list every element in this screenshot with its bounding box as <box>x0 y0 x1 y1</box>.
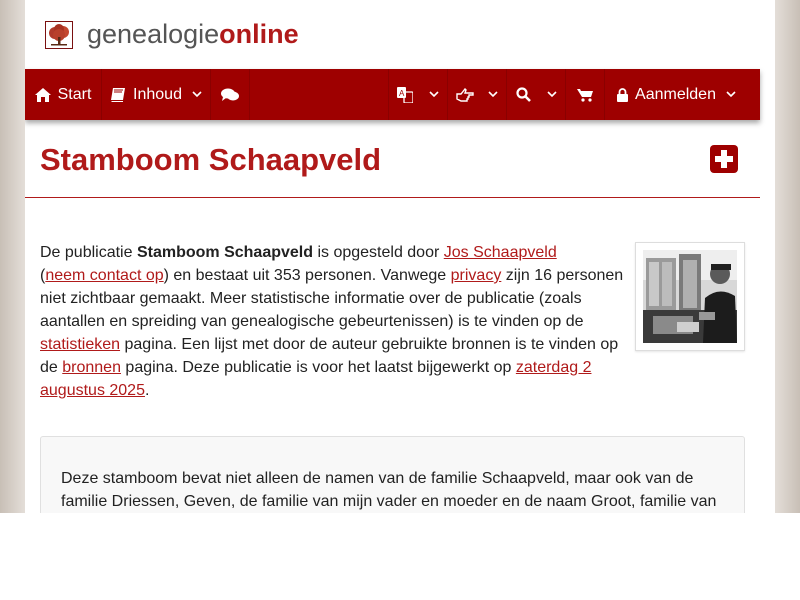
plus-square-icon[interactable] <box>710 145 738 173</box>
nav-tools[interactable] <box>448 69 507 120</box>
svg-text:A: A <box>399 88 405 98</box>
chevron-down-icon <box>488 91 498 98</box>
page-title: Stamboom Schaapveld <box>40 142 382 177</box>
nav-forum[interactable] <box>211 69 250 120</box>
site-header <box>25 0 775 69</box>
nav-language[interactable] <box>388 69 448 120</box>
nav-inhoud[interactable] <box>102 69 211 120</box>
cart-icon <box>577 88 593 102</box>
nav-start[interactable] <box>25 69 102 120</box>
author-photo[interactable] <box>635 242 745 351</box>
lock-icon <box>617 88 628 102</box>
contact-link[interactable]: neem contact op <box>45 267 164 284</box>
intro-text: ) en bestaat uit 353 personen. Vanwege <box>163 267 451 284</box>
chevron-down-icon <box>547 91 557 98</box>
chevron-down-icon <box>192 91 202 98</box>
intro-text: pagina. Een lijst met door de auteur gebruikte bronnen is te vinden op de <box>40 336 619 376</box>
nav-inhoud-label: Inhoud <box>133 85 182 103</box>
page-bottom-area <box>0 513 800 600</box>
main-navbar <box>25 69 760 120</box>
chevron-down-icon <box>429 91 439 98</box>
publication-name: Stamboom Schaapveld <box>136 244 313 261</box>
nav-start-label: Start <box>57 85 92 103</box>
nav-cart[interactable] <box>566 69 605 120</box>
intro-text: De publicatie <box>40 244 137 261</box>
title-row <box>25 120 760 198</box>
logo-text-accent: online <box>219 19 299 49</box>
intro-text: zijn 16 personen niet zichtbaar gemaakt. Meer statistische informatie over de publicatie (zoals aantallen en spreiding van genealogische gebeurtenissen) is te vinden op de <box>40 267 624 330</box>
privacy-link[interactable]: privacy <box>450 267 502 284</box>
nav-search[interactable] <box>507 69 566 120</box>
last-updated-link[interactable]: zaterdag 2 augustus 2025 <box>40 359 592 399</box>
comments-icon <box>221 88 239 102</box>
tree-logo-icon[interactable] <box>45 21 73 49</box>
statistics-link[interactable]: statistieken <box>40 336 121 353</box>
publication-intro <box>40 241 630 402</box>
author-photo-image <box>643 250 737 343</box>
page-container <box>25 0 775 513</box>
intro-text: ( <box>40 267 46 284</box>
hand-point-icon <box>456 88 474 102</box>
description-box <box>40 436 745 513</box>
sources-link[interactable]: bronnen <box>62 359 121 376</box>
home-icon <box>35 88 51 102</box>
nav-login-label: Aanmelden <box>635 85 716 103</box>
chevron-down-icon <box>726 91 736 98</box>
book-icon <box>110 88 126 102</box>
site-logo[interactable] <box>87 17 299 51</box>
search-icon <box>516 87 531 102</box>
intro-text: . <box>144 382 150 399</box>
intro-text: is opgesteld door <box>313 244 444 261</box>
intro-text: pagina. Deze publicatie is voor het laatst bijgewerkt op <box>120 359 516 376</box>
nav-login[interactable] <box>605 69 748 120</box>
author-link[interactable]: Jos Schaapveld <box>443 244 557 261</box>
description-text: Deze stamboom bevat niet alleen de namen van de familie Schaapveld, maar ook van de familie Driessen, Geven, de familie van mijn vader en moeder en de naam Groot, familie van <box>61 470 717 510</box>
logo-text-main: genealogie <box>87 19 220 49</box>
language-icon <box>397 87 413 103</box>
